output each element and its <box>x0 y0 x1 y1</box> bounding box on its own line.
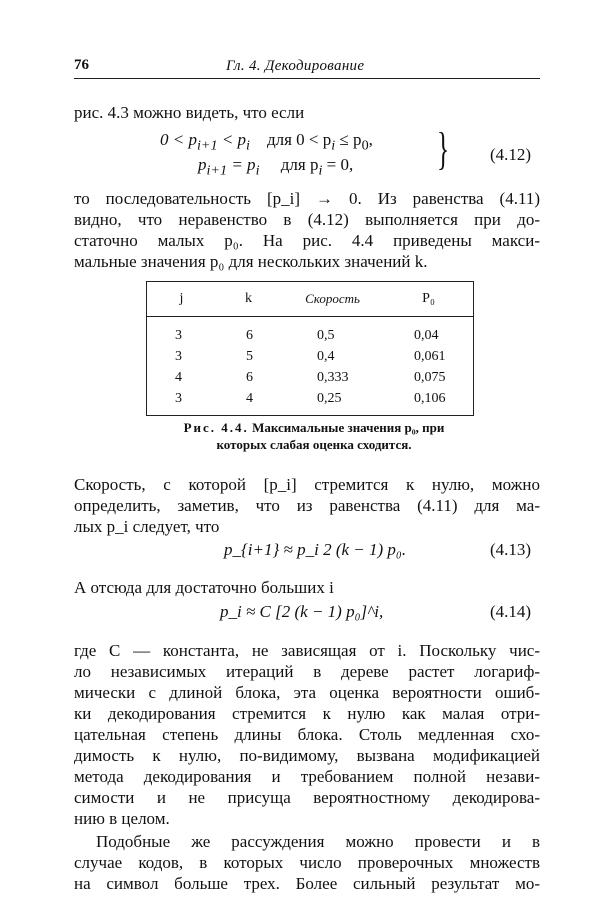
equation-4-13: p_{i+1} ≈ p_i 2 (k − 1) p₀. <box>224 540 407 559</box>
equation-4-14: p_i ≈ C [2 (k − 1) p₀]^i, <box>220 602 384 621</box>
text-line: где C — константа, не зависящая от i. Поскольку чис- <box>74 641 540 660</box>
table-cell: 0,106 <box>414 390 446 406</box>
caption-text: которых слабая оценка сходится. <box>216 437 412 452</box>
header-rule <box>74 78 540 79</box>
equation-line: $p_{i+1} = p_i$ для $p_i = 0$, <box>198 155 354 179</box>
column-header: P₀ <box>384 282 474 317</box>
text-line: нию в целом. <box>74 809 170 828</box>
table-cell: 3 <box>175 390 182 406</box>
table-cell: 3 <box>175 327 182 343</box>
caption-label: Рис. 4.4. <box>183 420 249 435</box>
table-cell: 0,5 <box>317 327 335 343</box>
paragraph-6 <box>74 831 540 894</box>
text-line: ло независимых итераций в дереве растет логариф- <box>74 662 540 681</box>
text-line: определить, заметив, что из равенства (4.11) для ма- <box>74 496 540 515</box>
text-line: на символ больше трех. Более сильный результат мо- <box>74 874 540 893</box>
table-cell: 6 <box>246 327 253 343</box>
column-header: k <box>216 282 281 317</box>
paragraph-4 <box>74 577 540 598</box>
page-number: 76 <box>74 57 89 73</box>
column-header: j <box>147 282 217 317</box>
text-line: случае кодов, в которых число проверочных множеств <box>74 853 540 872</box>
equation-line: $0 < p_{i+1} < p_i$ для $0 < p_i \le p_0$, <box>160 130 373 154</box>
text-line: то последовательность [p_i] → 0. Из равенства (4.11) <box>74 189 540 208</box>
results-table <box>146 281 474 416</box>
text-line: Скорость, с которой [p_i] стремится к нулю, можно <box>74 475 540 494</box>
table-row <box>147 367 474 388</box>
text-line: мически с длиной блока, эта оценка вероятности ошиб- <box>74 683 540 702</box>
curly-brace: } <box>436 123 450 174</box>
table-cell: 0,333 <box>317 369 349 385</box>
text-line: видно, что неравенство в (4.12) выполняется при до- <box>74 210 540 229</box>
table-cell: 5 <box>246 348 253 364</box>
table-cell: 6 <box>246 369 253 385</box>
text-line: мальные значения p₀ для нескольких значений k. <box>74 252 428 271</box>
running-title: Гл. 4. Декодирование <box>226 58 365 74</box>
table-cell: 0,4 <box>317 348 335 364</box>
equation-number: (4.12) <box>490 145 532 164</box>
text-line: цательная степень длины блока. Столь медленная схо- <box>74 725 540 744</box>
table-header-row <box>147 282 474 317</box>
table-row <box>147 346 474 367</box>
table-cell: 0,061 <box>414 348 446 364</box>
equation-number: (4.13) <box>490 540 532 559</box>
table-cell: 0,04 <box>414 327 439 343</box>
text-line: ки декодирования стремится к нулю как малая отри- <box>74 704 540 723</box>
text-line: рис. 4.3 можно видеть, что если <box>74 103 305 122</box>
table-cell: 0,075 <box>414 369 446 385</box>
table-row <box>147 325 474 346</box>
paragraph-1 <box>74 102 540 123</box>
text-line: метода декодирования и требованием полной незави- <box>74 767 540 786</box>
table-cell: 0,25 <box>317 390 342 406</box>
table-row <box>147 388 474 409</box>
paragraph-3 <box>74 474 540 537</box>
column-header: Скорость <box>281 282 384 317</box>
table-cell: 4 <box>175 369 182 385</box>
table-cell: 4 <box>246 390 253 406</box>
text-line: А отсюда для достаточно больших i <box>74 578 334 597</box>
text-line: димость к нулю, по-видимому, вызвана модификацией <box>74 746 540 765</box>
text-line: статочно малых p₀. На рис. 4.4 приведены макси- <box>74 231 540 250</box>
text-line: лых p_i следует, что <box>74 517 220 536</box>
caption-text: Максимальные значения p₀, при <box>252 420 445 435</box>
text-line: симости и не присуща вероятностному декодирова- <box>74 788 540 807</box>
figure-caption <box>134 419 494 453</box>
paragraph-2 <box>74 188 540 272</box>
running-header <box>74 57 540 79</box>
text-line: Подобные же рассуждения можно провести и в <box>96 832 540 851</box>
equation-number: (4.14) <box>490 602 532 621</box>
table-cell: 3 <box>175 348 182 364</box>
paragraph-5 <box>74 640 540 829</box>
